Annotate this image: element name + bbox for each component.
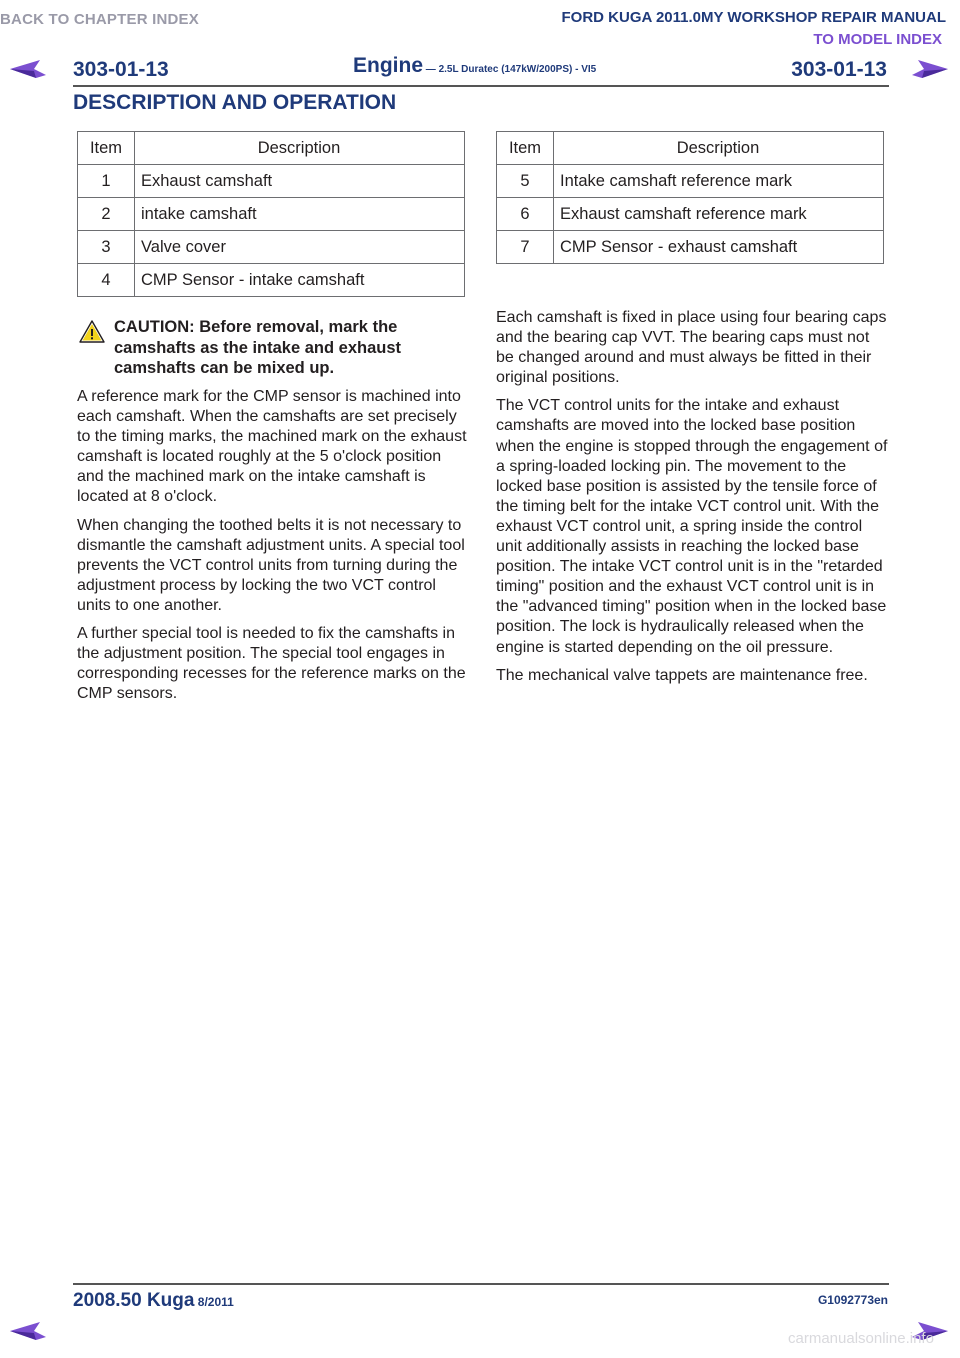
footer-model-name: 2008.50 Kuga <box>73 1290 195 1311</box>
table-row <box>497 231 884 264</box>
right-table-item-header: Item <box>497 132 554 165</box>
table-row <box>78 264 465 297</box>
paragraph: The VCT control units for the intake and exhaust camshafts are moved into the locked base position when the engine is stopped through the engagement of a spring-loaded locking pin. The movement to the locked base position is assisted by the tensile force of the timing belt for the intake VCT control unit. With the exhaust VCT control unit, a spring inside the control unit additionally assists in reaching the locked base position. The intake VCT control unit is in the "retarded timing" position and the exhaust VCT control unit is in the "advanced timing" position when in the locked base position. The lock is hydraulically released when the engine is started depending on the oil pressure. <box>496 397 888 656</box>
back-to-chapter-index-link[interactable]: BACK TO CHAPTER INDEX <box>0 11 199 28</box>
header-rule <box>73 85 889 87</box>
page-code-left: 303-01-13 <box>73 58 169 81</box>
left-column-text <box>77 387 469 712</box>
item-description: Valve cover <box>135 231 465 264</box>
table-row <box>78 231 465 264</box>
item-description: CMP Sensor - intake camshaft <box>135 264 465 297</box>
next-page-arrow-icon[interactable] <box>912 58 948 80</box>
paragraph: The mechanical valve tappets are maintenance free. <box>496 666 868 684</box>
to-model-index-link[interactable]: TO MODEL INDEX <box>813 31 942 48</box>
left-table-item-header: Item <box>78 132 135 165</box>
paragraph: A further special tool is needed to fix the camshafts in the adjustment position. The special tool engages in corresponding recesses for the reference marks on the CMP sensors. <box>77 625 466 703</box>
table-row <box>78 165 465 198</box>
section-heading: DESCRIPTION AND OPERATION <box>73 91 397 114</box>
item-number: 5 <box>497 165 554 198</box>
item-number: 1 <box>78 165 135 198</box>
item-description: CMP Sensor - exhaust camshaft <box>554 231 884 264</box>
item-description: Exhaust camshaft reference mark <box>554 198 884 231</box>
page-code-right: 303-01-13 <box>791 58 887 81</box>
previous-page-arrow-icon[interactable] <box>10 58 46 80</box>
paragraph: When changing the toothed belts it is not necessary to dismantle the camshaft adjustment units. A special tool prevents the VCT control units from turning during the adjustment process by locking the two VCT control units to one another. <box>77 516 465 614</box>
item-number: 4 <box>78 264 135 297</box>
left-table-description-header: Description <box>135 132 465 165</box>
right-item-table <box>496 131 884 264</box>
item-number: 7 <box>497 231 554 264</box>
item-number: 3 <box>78 231 135 264</box>
left-item-table <box>77 131 465 297</box>
section-title-main: Engine <box>353 54 424 77</box>
table-row <box>497 165 884 198</box>
watermark-text: carmanualsonline.info <box>788 1330 934 1347</box>
table-row <box>497 198 884 231</box>
caution-text: CAUTION: Before removal, mark the camshafts as the intake and exhaust camshafts can be mixed up. <box>114 318 402 377</box>
item-description: intake camshaft <box>135 198 465 231</box>
right-column-text <box>496 308 888 694</box>
table-row <box>78 198 465 231</box>
right-table-description-header: Description <box>554 132 884 165</box>
previous-page-arrow-icon[interactable] <box>10 1320 46 1342</box>
item-number: 2 <box>78 198 135 231</box>
manual-title: FORD KUGA 2011.0MY WORKSHOP REPAIR MANUAL <box>561 9 946 26</box>
item-number: 6 <box>497 198 554 231</box>
paragraph: A reference mark for the CMP sensor is machined into each camshaft. When the camshafts are set precisely to the timing marks, the machined mark on the exhaust camshaft is located roughly at the 5 o'clock position and the machined mark on the intake camshaft is located at 8 o'clock. <box>77 388 467 506</box>
section-subtitle: — 2.5L Duratec (147kW/200PS) - VI5 <box>423 64 597 75</box>
footer-model <box>73 1290 234 1312</box>
section-title <box>353 54 596 78</box>
footer-rule <box>73 1283 889 1285</box>
caution-warning-icon <box>79 320 105 343</box>
item-description: Intake camshaft reference mark <box>554 165 884 198</box>
footer-document-code: G1092773en <box>817 1293 888 1307</box>
paragraph: Each camshaft is fixed in place using four bearing caps and the bearing cap VVT. The bearing caps must not be changed around and must always be fitted in their original positions. <box>496 309 887 387</box>
footer-date: 8/2011 <box>194 1295 234 1309</box>
item-description: Exhaust camshaft <box>135 165 465 198</box>
